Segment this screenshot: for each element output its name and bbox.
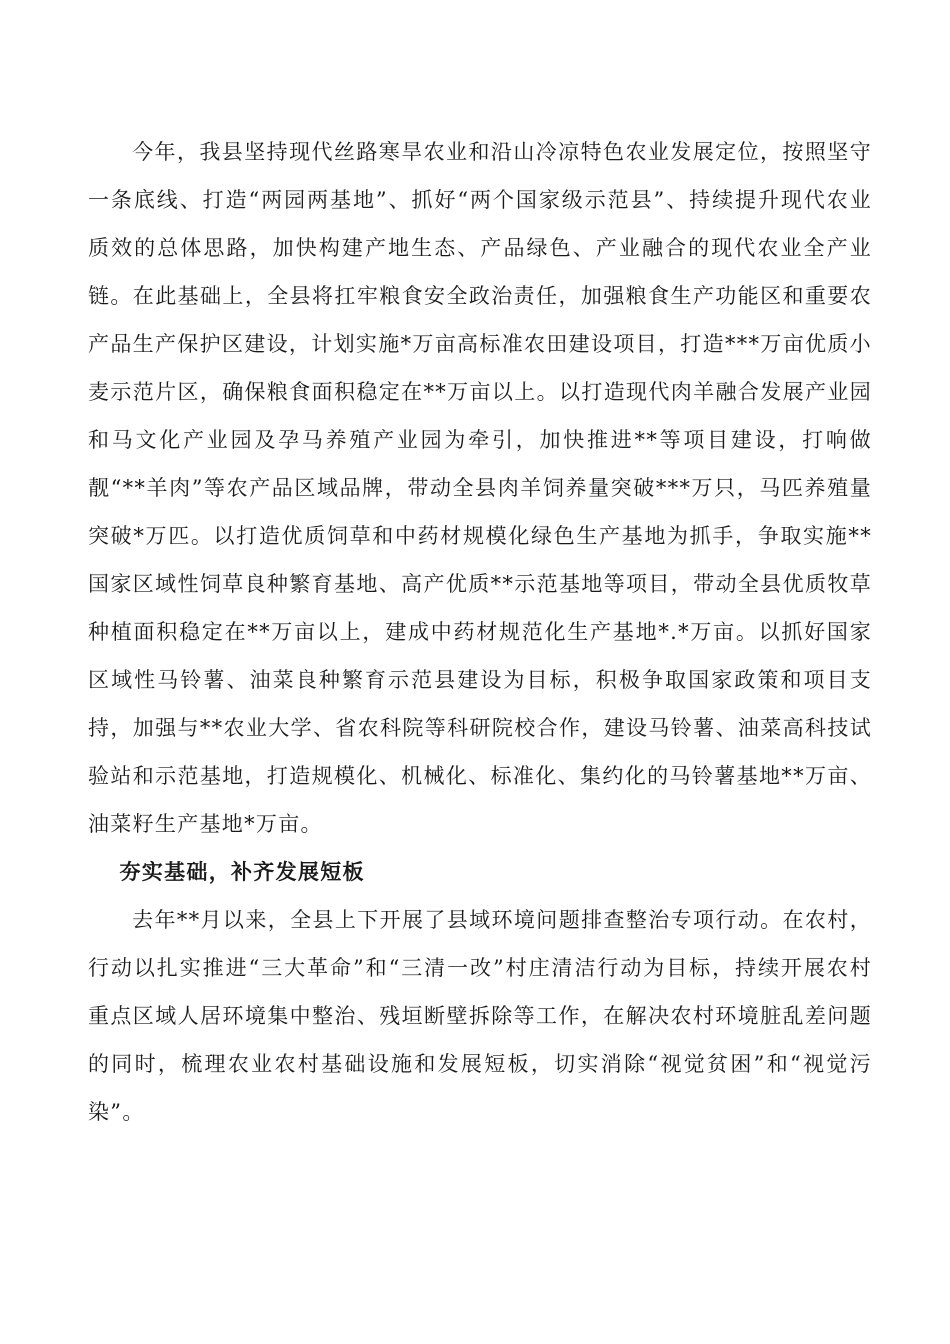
body-paragraph: 去年**月以来，全县上下开展了县域环境问题排查整治专项行动。在农村，行动以扎实推进“三大革命”和“三清一改”村庄清洁行动为目标，持续开展农村重点区域人居环境集中整治、残垣断壁拆除等工作，在解决农村环境脏乱差问题的同时，梳理农业农村基础设施和发展短板，切实消除“视觉贫困”和“视觉污染”。 bbox=[88, 908, 872, 1124]
document-body bbox=[88, 128, 872, 1136]
body-paragraph: 今年，我县坚持现代丝路寒旱农业和沿山冷凉特色农业发展定位，按照坚守一条底线、打造“两园两基地”、抓好“两个国家级示范县”、持续提升现代农业质效的总体思路，加快构建产地生态、产品绿色、产业融合的现代农业全产业链。在此基础上，全县将扛牢粮食安全政治责任，加强粮食生产功能区和重要农产品生产保护区建设，计划实施*万亩高标准农田建设项目，打造***万亩优质小麦示范片区，确保粮食面积稳定在**万亩以上。以打造现代肉羊融合发展产业园和马文化产业园及孕马养殖产业园为牵引，加快推进**等项目建设，打响做靓“**羊肉”等农产品区域品牌，带动全县肉羊饲养量突破***万只，马匹养殖量突破*万匹。以打造优质饲草和中药材规模化绿色生产基地为抓手，争取实施**国家区域性饲草良种繁育基地、高产优质**示范基地等项目，带动全县优质牧草种植面积稳定在**万亩以上，建成中药材规范化生产基地*.*万亩。以抓好国家区域性马铃薯、油菜良种繁育示范县建设为目标，积极争取国家政策和项目支持，加强与**农业大学、省农科院等科研院校合作，建设马铃薯、油菜高科技试验站和示范基地，打造规模化、机械化、标准化、集约化的马铃薯基地**万亩、油菜籽生产基地*万亩。 bbox=[88, 140, 872, 836]
section-heading: 夯实基础，补齐发展短板 bbox=[119, 859, 365, 884]
